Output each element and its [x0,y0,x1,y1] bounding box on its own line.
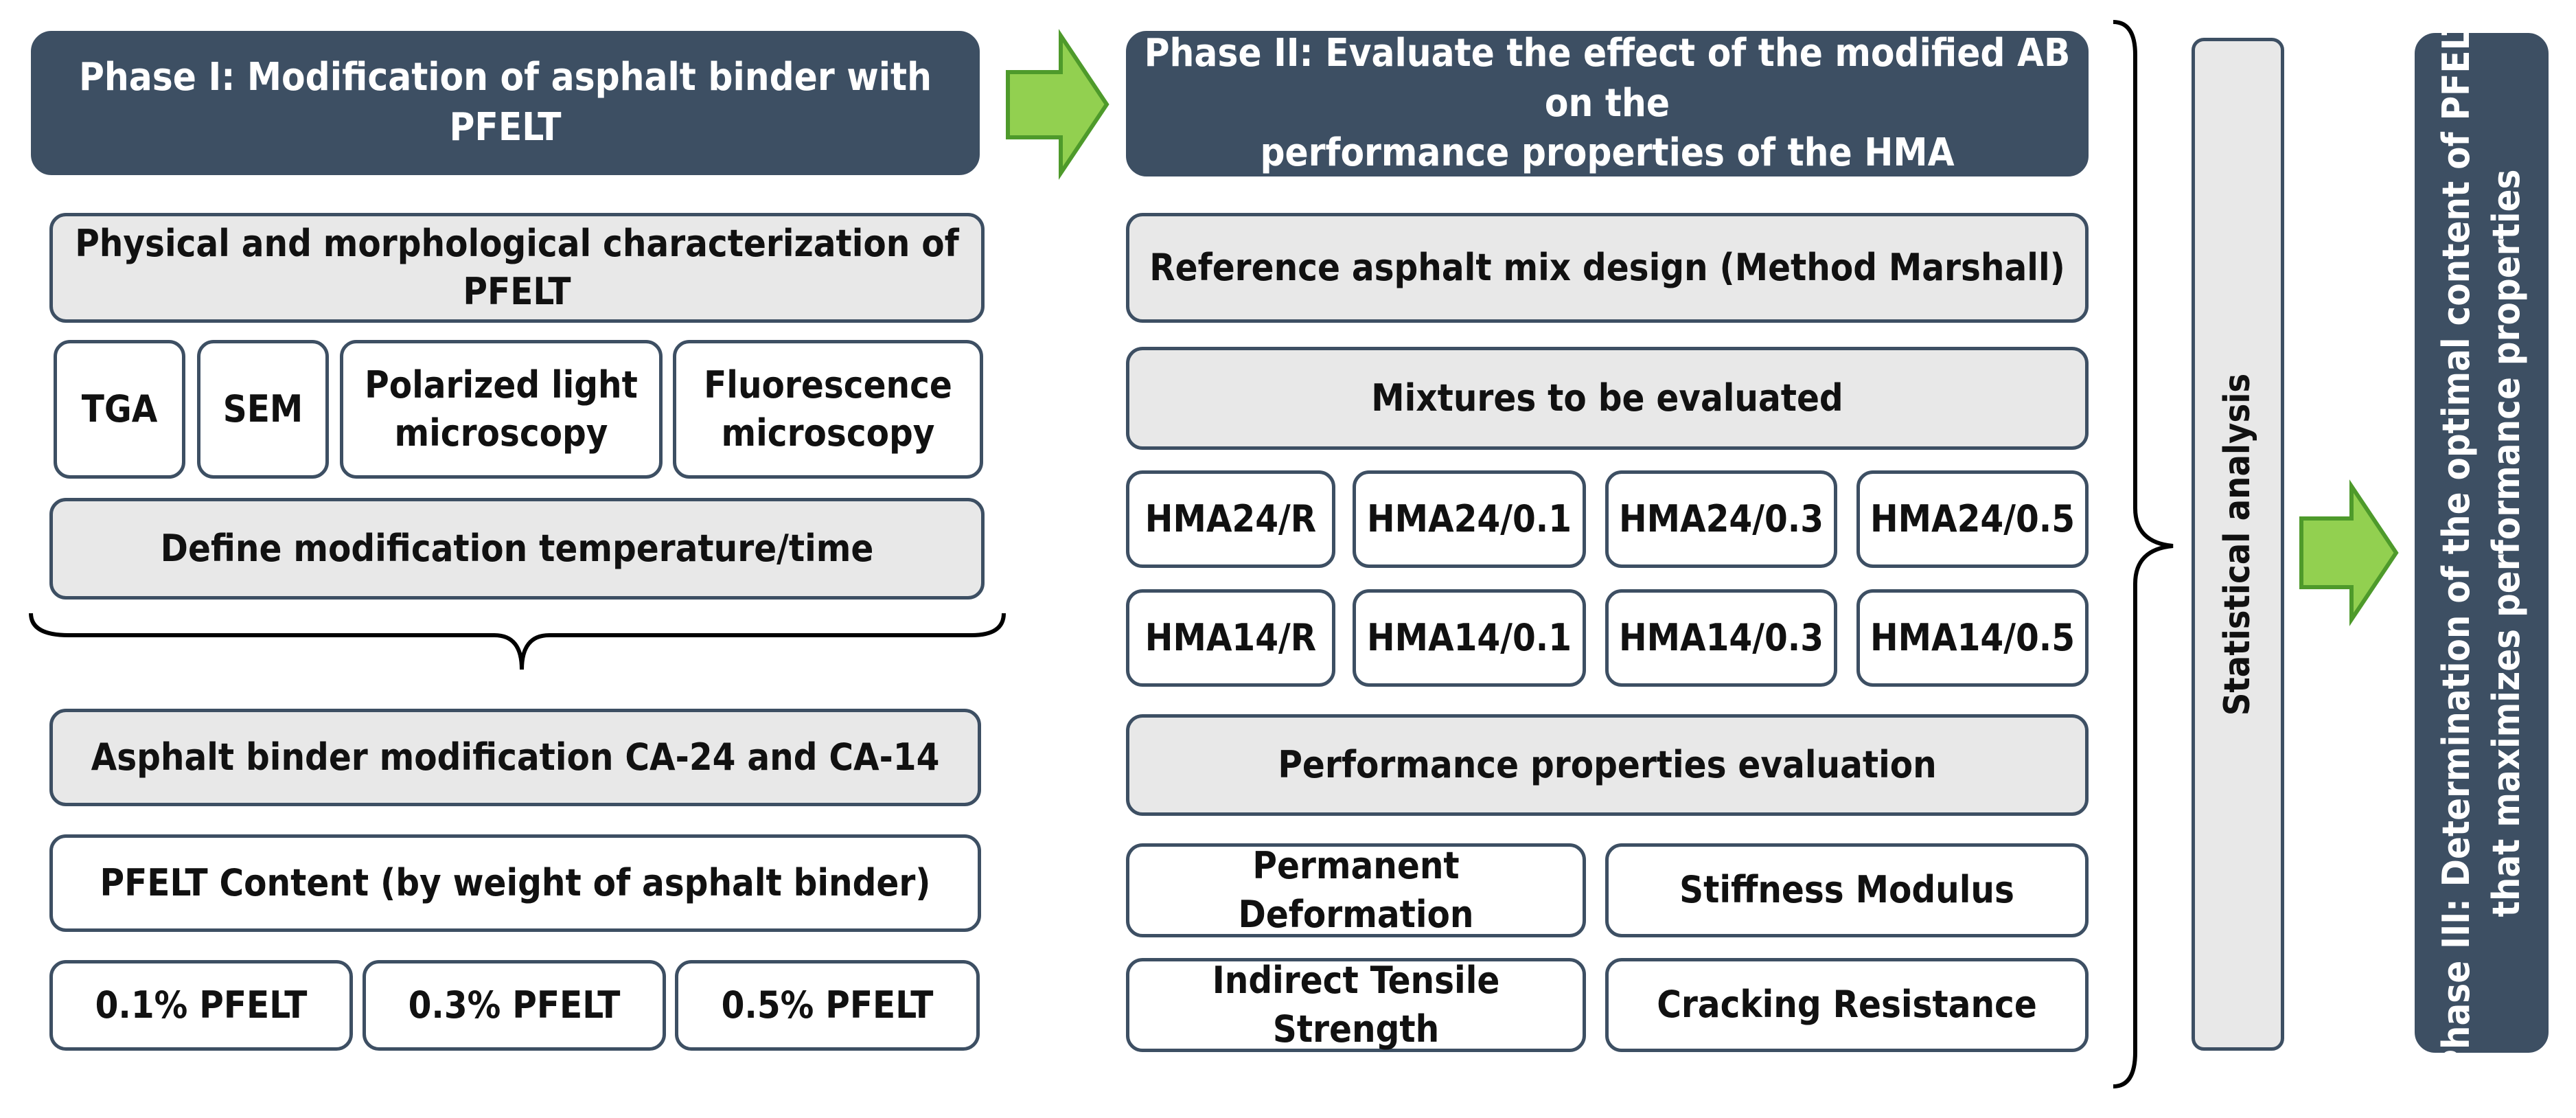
property-permanent-deformation-label: Permanent Deformation [1238,844,1474,936]
reference-design-box [1126,213,2089,323]
phase1-brace [31,613,1004,670]
technique-tga [54,340,185,479]
mixture-hma14-0-3-label: HMA14/0.3 [1618,615,1824,659]
define-temperature-label: Define modification temperature/time [160,526,874,570]
characterization-box [49,213,985,323]
polarized-line2: microscopy [394,411,608,455]
mixture-hma14-0-5-label: HMA14/0.5 [1870,615,2075,659]
content-0-5-label: 0.5% PFELT [721,983,934,1027]
mixture-hma24-r-label: HMA24/R [1145,497,1317,540]
performance-heading-label: Performance properties evaluation [1278,742,1937,786]
mixture-hma24-0-5 [1856,470,2089,568]
property-permanent-deformation [1126,843,1586,937]
mixture-hma14-0-3 [1605,589,1837,687]
property-stiffness-modulus [1605,843,2089,937]
phase3-line1: Phase III: Determination of the optimal content of PFELT [2434,12,2478,1074]
property-indirect-tensile-strength [1126,958,1586,1052]
mixture-hma24-r [1126,470,1335,568]
stats-to-phase3-arrow [2301,486,2396,619]
mixtures-heading-box [1126,347,2089,450]
mixture-hma14-0-5 [1856,589,2089,687]
phase3-line2: that maximizes performance properties [2484,169,2528,917]
property-cracking-resistance-label: Cracking Resistance [1657,983,2037,1027]
mixture-hma24-0-5-label: HMA24/0.5 [1870,497,2075,540]
binder-modification-box [49,709,981,806]
property-indirect-tensile-strength-label: Indirect Tensile Strength [1212,959,1500,1051]
content-0-1-label: 0.1% PFELT [95,983,308,1027]
mixture-hma14-0-1 [1353,589,1586,687]
fluorescence-line2: microscopy [721,411,935,455]
pfelt-content-label: PFELT Content (by weight of asphalt binder) [100,860,931,904]
characterization-line1: Physical and morphological characterization of [75,221,959,265]
content-0-1 [49,960,353,1051]
phase2-title-line2: performance properties of the HMA [1260,130,1955,176]
characterization-line2: PFELT [463,270,571,313]
performance-heading-box [1126,714,2089,816]
binder-modification-label: Asphalt binder modification CA-24 and CA-14 [91,735,940,779]
phase1-to-phase2-arrow [1008,36,1107,173]
phase2-brace [2113,22,2173,1086]
content-0-3-label: 0.3% PFELT [408,983,621,1027]
mixtures-heading-label: Mixtures to be evaluated [1371,376,1843,420]
fluorescence-line1: Fluorescence [704,363,952,407]
reference-design-label: Reference asphalt mix design (Method Marshall) [1149,245,2065,289]
polarized-line1: Polarized light [365,363,638,407]
phase2-title-line1: Phase II: Evaluate the effect of the modified AB on the [1144,30,2071,126]
technique-polarized-light [340,340,663,479]
phase2-header [1126,31,2089,176]
pfelt-content-box [49,834,981,932]
mixture-hma24-0-1 [1353,470,1586,568]
define-temperature-box [49,498,985,600]
content-0-5 [675,960,980,1051]
content-0-3 [363,960,666,1051]
technique-sem-label: SEM [222,387,303,431]
technique-sem [197,340,329,479]
technique-fluorescence [673,340,983,479]
phase1-title: Phase I: Modification of asphalt binder with PFELT [79,55,932,150]
statistical-analysis-box [2192,38,2284,1051]
mixture-hma14-r-label: HMA14/R [1145,615,1317,659]
phase3-box [2415,12,2549,1074]
technique-tga-label: TGA [81,387,158,431]
mixture-hma14-0-1-label: HMA14/0.1 [1366,615,1572,659]
mixture-hma24-0-3-label: HMA24/0.3 [1618,497,1824,540]
mixture-hma24-0-3 [1605,470,1837,568]
property-cracking-resistance [1605,958,2089,1052]
property-stiffness-modulus-label: Stiffness Modulus [1679,868,2014,912]
phase1-header [31,31,980,175]
statistical-analysis-label: Statistical analysis [2216,373,2258,716]
mixture-hma24-0-1-label: HMA24/0.1 [1366,497,1572,540]
mixture-hma14-r [1126,589,1335,687]
